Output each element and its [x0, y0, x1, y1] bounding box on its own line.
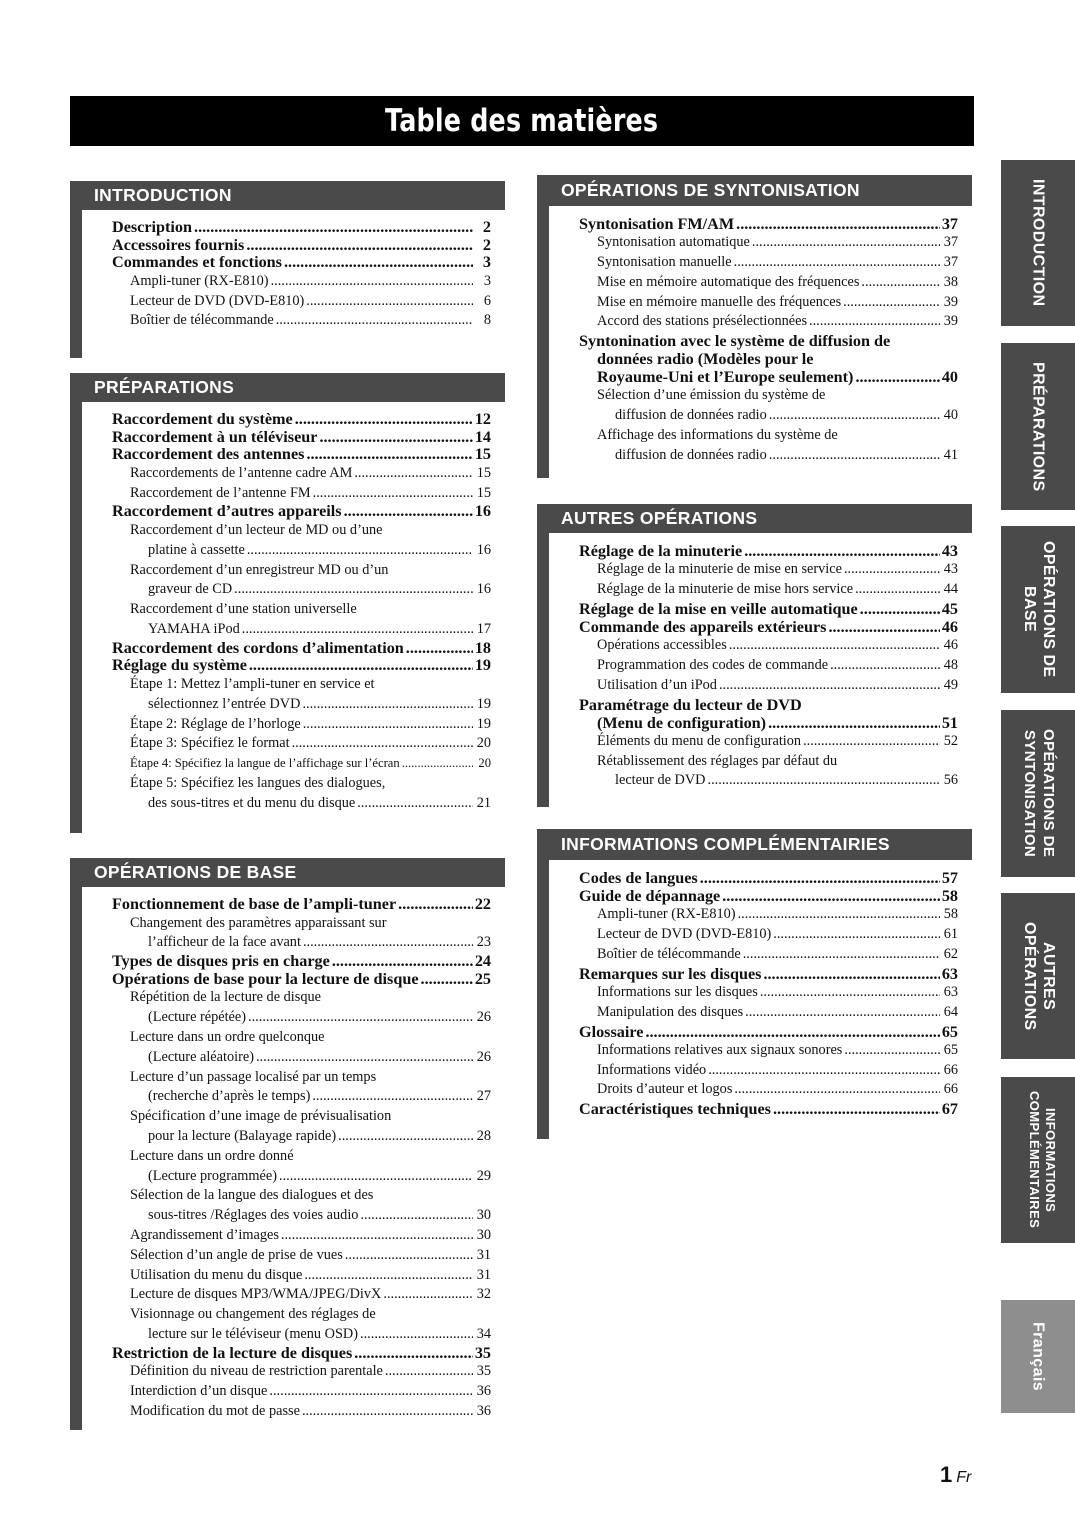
toc-subentry[interactable]: diffusion de données radio ..... 40: [579, 406, 958, 426]
toc-subentry[interactable]: Modification du mot de passe ..... 36: [112, 1402, 491, 1422]
toc-subentry[interactable]: Définition du niveau de restriction parentale ..... 35: [112, 1362, 491, 1382]
toc-entry[interactable]: Raccordement du système ..... 12: [112, 411, 491, 429]
toc-subentry[interactable]: Informations relatives aux signaux sonores ..... 65: [579, 1041, 958, 1061]
toc-subentry[interactable]: Rétablissement des réglages par défaut du: [597, 752, 838, 769]
toc-subentry[interactable]: Raccordement d’un enregistreur MD ou d’un: [130, 561, 389, 578]
toc-subentry[interactable]: Informations vidéo ..... 66: [579, 1061, 958, 1081]
toc-subentry[interactable]: l’afficheur de la face avant ..... 23: [112, 933, 491, 953]
toc-entry[interactable]: Description ..... 2: [112, 219, 491, 237]
toc-subentry[interactable]: Syntonisation manuelle ..... 37: [579, 253, 958, 273]
side-tab-introduction[interactable]: [1001, 160, 1075, 326]
section-autres: [537, 504, 972, 807]
toc-entry[interactable]: Caractéristiques techniques ..... 67: [579, 1100, 958, 1118]
toc-subentry[interactable]: Utilisation d’un iPod ..... 49: [579, 676, 958, 696]
section-introduction: [70, 181, 505, 358]
toc-subentry[interactable]: lecture sur le téléviseur (menu OSD) ..... 34: [112, 1325, 491, 1345]
toc-subentry[interactable]: Lecture dans un ordre quelconque: [130, 1028, 325, 1045]
section-heading: INTRODUCTION: [70, 181, 505, 210]
toc-subentry[interactable]: (Lecture répétée) ..... 26: [112, 1008, 491, 1028]
toc-subentry[interactable]: Boîtier de télécommande ..... 8: [112, 311, 491, 331]
toc-subentry[interactable]: Lecteur de DVD (DVD-E810) ..... 6: [112, 292, 491, 312]
toc-subentry[interactable]: Réglage de la minuterie de mise en service ..... 43: [579, 560, 958, 580]
toc-subentry[interactable]: Changement des paramètres apparaissant sur: [130, 914, 387, 931]
toc-subentry[interactable]: Éléments du menu de configuration ..... 52: [579, 732, 958, 752]
section-heading: OPÉRATIONS DE SYNTONISATION: [537, 175, 972, 206]
toc-subentry[interactable]: Étape 1: Mettez l’ampli-tuner en service et: [130, 675, 375, 692]
toc-entry[interactable]: Royaume-Uni et l’Europe seulement) ..... 40: [579, 368, 958, 386]
toc-subentry[interactable]: des sous-titres et du menu du disque ..... 21: [112, 794, 491, 814]
toc-subentry[interactable]: Ampli-tuner (RX-E810) ..... 58: [579, 905, 958, 925]
toc-entry[interactable]: Fonctionnement de base de l’ampli-tuner ..... 22: [112, 896, 491, 914]
toc-entry[interactable]: Raccordement à un téléviseur ..... 14: [112, 429, 491, 447]
toc-entry[interactable]: Glossaire ..... 65: [579, 1023, 958, 1041]
section-heading: INFORMATIONS COMPLÉMENTAIRIES: [537, 829, 972, 860]
toc-subentry[interactable]: sélectionnez l’entrée DVD ..... 19: [112, 695, 491, 715]
toc-subentry[interactable]: (Lecture aléatoire) ..... 26: [112, 1048, 491, 1068]
toc-subentry[interactable]: Étape 4: Spécifiez la langue de l’affichage sur l’écran ..... 20: [112, 754, 491, 774]
toc-entry[interactable]: Types de disques pris en charge ..... 24: [112, 953, 491, 971]
toc-subentry[interactable]: Visionnage ou changement des réglages de: [130, 1306, 376, 1323]
toc-entry[interactable]: Réglage de la mise en veille automatique ..... 45: [579, 600, 958, 618]
page-title: Table des matières: [385, 103, 659, 139]
toc-entry[interactable]: Réglage du système ..... 19: [112, 657, 491, 675]
side-tab-preparations[interactable]: [1001, 343, 1075, 510]
toc-entry[interactable]: Réglage de la minuterie ..... 43: [579, 542, 958, 560]
section-heading: AUTRES OPÉRATIONS: [537, 504, 972, 533]
page-language-code: Fr: [956, 1469, 972, 1486]
toc-subentry[interactable]: (recherche d’après le temps) ..... 27: [112, 1087, 491, 1107]
toc-entry[interactable]: Codes de langues ..... 57: [579, 869, 958, 887]
toc-entry[interactable]: Restriction de la lecture de disques ..... 35: [112, 1345, 491, 1363]
toc-subentry[interactable]: Accord des stations présélectionnées ..... 39: [579, 312, 958, 332]
toc-subentry[interactable]: Informations sur les disques ..... 63: [579, 983, 958, 1003]
toc-subentry[interactable]: Manipulation des disques ..... 64: [579, 1003, 958, 1023]
toc-subentry[interactable]: Lecture dans un ordre donné: [130, 1147, 294, 1164]
toc-subentry[interactable]: Répétition de la lecture de disque: [130, 989, 321, 1006]
side-tab-autres[interactable]: [1001, 893, 1075, 1059]
toc-subentry[interactable]: diffusion de données radio ..... 41: [579, 446, 958, 466]
toc-subentry[interactable]: Raccordement de l’antenne FM ..... 15: [112, 484, 491, 504]
toc-subentry[interactable]: Affichage des informations du système de: [597, 426, 838, 443]
toc-subentry[interactable]: Opérations accessibles ..... 46: [579, 636, 958, 656]
toc-entry[interactable]: Remarques sur les disques ..... 63: [579, 965, 958, 983]
toc-entry[interactable]: données radio (Modèles pour le: [597, 350, 814, 369]
toc-subentry[interactable]: Mise en mémoire automatique des fréquences ..... 38: [579, 273, 958, 293]
section-infos: [537, 829, 972, 1139]
side-tab-label: INFORMATIONS COMPLÉMENTAIRES: [1027, 1091, 1058, 1229]
page-title-bar: [70, 96, 974, 146]
toc-subentry[interactable]: Réglage de la minuterie de mise hors service ..... 44: [579, 580, 958, 600]
side-tab-label: OPÉRATIONS DE SYNTONISATION: [1021, 729, 1057, 858]
toc-subentry[interactable]: pour la lecture (Balayage rapide) ..... 28: [112, 1127, 491, 1147]
toc-subentry[interactable]: Spécification d’une image de prévisualisation: [130, 1108, 392, 1125]
toc-subentry[interactable]: Sélection d’un angle de prise de vues ..... 31: [112, 1246, 491, 1266]
toc-subentry[interactable]: YAMAHA iPod ..... 17: [112, 620, 491, 640]
side-tab-syntonisation[interactable]: [1001, 710, 1075, 877]
toc-entry[interactable]: Syntonisation FM/AM ..... 37: [579, 215, 958, 233]
side-tab-label: OPÉRATIONS DE BASE: [1021, 541, 1057, 678]
toc-subentry[interactable]: Ampli-tuner (RX-E810) ..... 3: [112, 272, 491, 292]
toc-subentry[interactable]: Étape 3: Spécifiez le format ..... 20: [112, 734, 491, 754]
toc-subentry[interactable]: Lecture de disques MP3/WMA/JPEG/DivX ..... 32: [112, 1285, 491, 1305]
toc-subentry[interactable]: lecteur de DVD ..... 56: [579, 771, 958, 791]
toc-entry[interactable]: Commande des appareils extérieurs ..... 46: [579, 618, 958, 636]
page-number: [940, 1462, 971, 1488]
toc-subentry[interactable]: Syntonisation automatique ..... 37: [579, 233, 958, 253]
toc-subentry[interactable]: Raccordements de l’antenne cadre AM ..... 15: [112, 464, 491, 484]
toc-entry[interactable]: Syntonination avec le système de diffusion de: [579, 332, 891, 351]
section-syntonisation: [537, 175, 972, 478]
toc-entry[interactable]: Raccordement des cordons d’alimentation ..... 18: [112, 640, 491, 658]
toc-subentry[interactable]: Raccordement d’un lecteur de MD ou d’une: [130, 521, 383, 538]
toc-subentry[interactable]: Raccordement d’une station universelle: [130, 601, 357, 618]
toc-subentry[interactable]: Lecture d’un passage localisé par un temps: [130, 1068, 377, 1085]
toc-entry[interactable]: Accessoires fournis ..... 2: [112, 237, 491, 255]
toc-entry[interactable]: Raccordement d’autres appareils ..... 16: [112, 503, 491, 521]
section-preparations: [70, 373, 505, 833]
toc-subentry[interactable]: Programmation des codes de commande ..... 48: [579, 656, 958, 676]
side-tab-infos[interactable]: [1001, 1077, 1075, 1243]
page-number-value: 1: [940, 1462, 953, 1487]
section-heading: PRÉPARATIONS: [70, 373, 505, 402]
toc-subentry[interactable]: Mise en mémoire manuelle des fréquences ..... 39: [579, 293, 958, 313]
toc-subentry[interactable]: Étape 2: Réglage de l’horloge ..... 19: [112, 715, 491, 735]
section-heading: OPÉRATIONS DE BASE: [70, 858, 505, 887]
toc-subentry[interactable]: Étape 5: Spécifiez les langues des dialogues,: [130, 774, 386, 791]
side-tab-label: INTRODUCTION: [1029, 179, 1047, 307]
side-tab-base[interactable]: [1001, 526, 1075, 693]
side-tab-label: AUTRES OPÉRATIONS: [1021, 921, 1057, 1031]
toc-subentry[interactable]: graveur de CD ..... 16: [112, 580, 491, 600]
toc-subentry[interactable]: sous-titres /Réglages des voies audio ..... 30: [112, 1206, 491, 1226]
toc-entry[interactable]: Raccordement des antennes ..... 15: [112, 446, 491, 464]
side-tab-label: PRÉPARATIONS: [1029, 361, 1047, 492]
toc-subentry[interactable]: Interdiction d’un disque ..... 36: [112, 1382, 491, 1402]
toc-subentry[interactable]: Droits d’auteur et logos ..... 66: [579, 1080, 958, 1100]
toc-entry[interactable]: Guide de dépannage ..... 58: [579, 887, 958, 905]
toc-subentry[interactable]: Agrandissement d’images ..... 30: [112, 1226, 491, 1246]
toc-subentry[interactable]: (Lecture programmée) ..... 29: [112, 1167, 491, 1187]
toc-entry[interactable]: Commandes et fonctions ..... 3: [112, 254, 491, 272]
side-tab-label: Français: [1029, 1321, 1047, 1391]
side-tab-language[interactable]: [1001, 1300, 1075, 1413]
toc-entry[interactable]: (Menu de configuration) ..... 51: [579, 714, 958, 732]
toc-subentry[interactable]: Utilisation du menu du disque ..... 31: [112, 1266, 491, 1286]
toc-subentry[interactable]: Lecteur de DVD (DVD-E810) ..... 61: [579, 925, 958, 945]
toc-entry[interactable]: Paramétrage du lecteur de DVD: [579, 695, 802, 714]
toc-subentry[interactable]: Boîtier de télécommande ..... 62: [579, 945, 958, 965]
toc-entry[interactable]: Opérations de base pour la lecture de disque ..... 25: [112, 971, 491, 989]
toc-subentry[interactable]: Sélection de la langue des dialogues et des: [130, 1187, 374, 1204]
toc-subentry[interactable]: platine à cassette ..... 16: [112, 541, 491, 561]
section-base: [70, 858, 505, 1430]
toc-subentry[interactable]: Sélection d’une émission du système de: [597, 387, 826, 404]
